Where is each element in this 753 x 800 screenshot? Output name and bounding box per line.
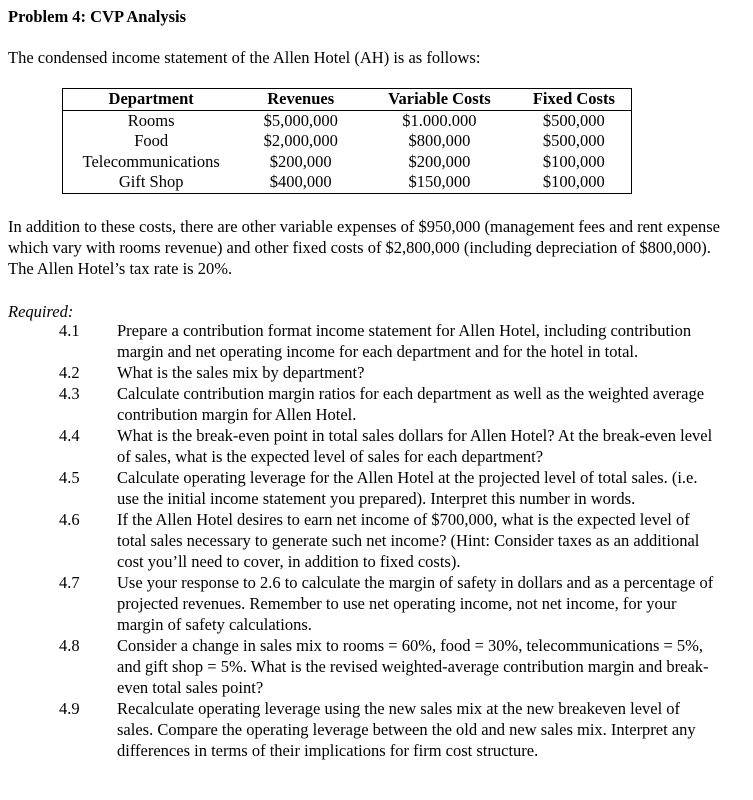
question-number: 4.6 — [59, 510, 80, 529]
additional-costs-paragraph: In addition to these costs, there are other variable expenses of $950,000 (management fees and rent expense which vary with rooms revenue) and other fixed costs of $2,800,000 (including depreciation of $800,000). The Allen Hotel’s tax rate is 20%. — [8, 217, 720, 278]
question-item — [0, 320, 753, 362]
cell-fixed-cost: $100,000 — [542, 172, 605, 191]
cell-department: Food — [134, 131, 169, 150]
question-item — [0, 467, 753, 509]
cell-variable-cost: $800,000 — [408, 131, 471, 150]
table-row — [63, 152, 632, 173]
question-item — [0, 383, 753, 425]
question-text: Calculate operating leverage for the Allen Hotel at the projected level of total sales. (i.e. use the initial income statement you prepared). Interpret this number in words. — [117, 468, 698, 508]
cell-department: Rooms — [127, 110, 175, 130]
intro-text: The condensed income statement of the Allen Hotel (AH) is as follows: — [8, 48, 481, 67]
required-label: Required: — [8, 302, 74, 321]
header-variable-costs: Variable Costs — [362, 89, 517, 111]
table-row — [63, 172, 632, 193]
table-row — [63, 110, 632, 131]
cell-revenue: $2,000,000 — [263, 131, 338, 150]
questions-list — [0, 320, 753, 761]
question-number: 4.3 — [59, 384, 80, 403]
question-text: Prepare a contribution format income statement for Allen Hotel, including contribution margin and net operating income for each department and for the hotel in total. — [117, 321, 692, 361]
question-number: 4.1 — [59, 321, 80, 340]
table-header-row — [63, 89, 632, 111]
question-item — [0, 635, 753, 698]
question-item — [0, 572, 753, 635]
question-number: 4.9 — [59, 699, 80, 718]
question-number: 4.2 — [59, 363, 80, 382]
income-statement-table — [62, 88, 632, 194]
question-number: 4.8 — [59, 636, 80, 655]
question-number: 4.4 — [59, 426, 80, 445]
cell-variable-cost: $200,000 — [408, 151, 471, 171]
question-text: Consider a change in sales mix to rooms = 60%, food = 30%, telecommunications = 5%, and gift shop = 5%. What is the revised weighted-average contribution margin and break-even total sales point? — [117, 636, 709, 697]
cell-variable-cost: $1.000.000 — [402, 110, 477, 130]
cell-department: Gift Shop — [118, 172, 184, 191]
cell-revenue: $400,000 — [269, 172, 332, 191]
cell-fixed-cost: $100,000 — [542, 151, 605, 171]
header-department: Department — [63, 89, 240, 111]
question-text: What is the sales mix by department? — [117, 363, 365, 382]
cell-revenue: $200,000 — [269, 151, 332, 171]
question-text: What is the break-even point in total sales dollars for Allen Hotel? At the break-even level of sales, what is the expected level of sales for each department? — [117, 426, 713, 466]
question-item — [0, 425, 753, 467]
cell-revenue: $5,000,000 — [263, 110, 338, 130]
question-number: 4.7 — [59, 573, 80, 592]
question-text: If the Allen Hotel desires to earn net income of $700,000, what is the expected level of total sales necessary to generate such net income? (Hint: Consider taxes as an additional cost you’ll need to cover, in addition to fixed costs). — [117, 510, 700, 571]
question-item — [0, 698, 753, 761]
question-item — [0, 362, 753, 383]
question-text: Calculate contribution margin ratios for each department as well as the weighted average contribution margin for Allen Hotel. — [117, 384, 705, 424]
header-revenues: Revenues — [239, 89, 362, 111]
cell-fixed-cost: $500,000 — [542, 131, 605, 150]
header-fixed-costs: Fixed Costs — [517, 89, 632, 111]
cell-fixed-cost: $500,000 — [542, 110, 605, 130]
problem-title: Problem 4: CVP Analysis — [8, 7, 186, 26]
cell-department: Telecommunications — [82, 151, 220, 171]
question-text: Recalculate operating leverage using the new sales mix at the new breakeven level of sales. Compare the operating leverage between the old and new sales mix. Interpret any differences in terms of their implications for firm cost structure. — [117, 699, 696, 760]
table-row — [63, 131, 632, 152]
question-text: Use your response to 2.6 to calculate the margin of safety in dollars and as a percentage of projected revenues. Remember to use net operating income, not net income, for your margin of safety calculations. — [117, 573, 714, 634]
cell-variable-cost: $150,000 — [408, 172, 471, 191]
question-number: 4.5 — [59, 468, 80, 487]
question-item — [0, 509, 753, 572]
